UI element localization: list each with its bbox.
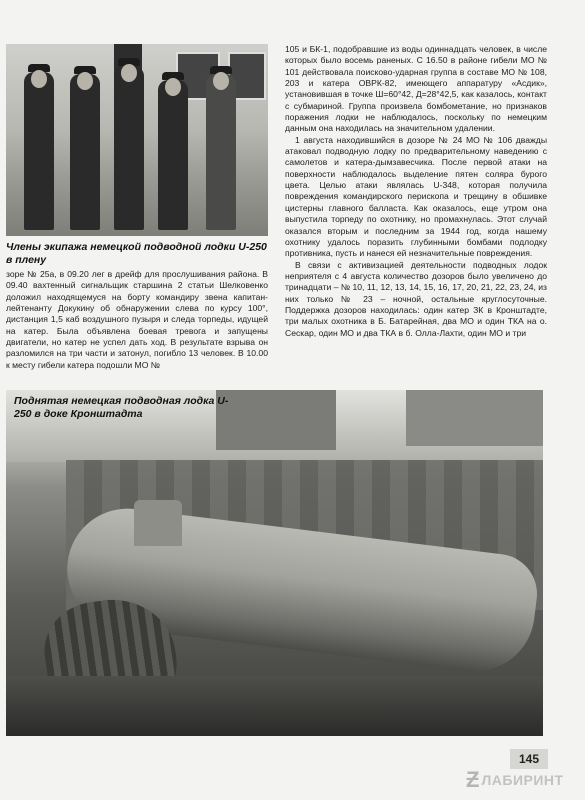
crew-member bbox=[24, 72, 54, 230]
watermark-icon: Ƶ bbox=[466, 767, 480, 792]
head bbox=[77, 72, 93, 90]
page-number: 145 bbox=[510, 749, 548, 769]
conning-tower bbox=[134, 500, 182, 546]
paragraph: В связи с активизацией деятельности подводных лодок неприятеля с 4 августа количество дозоров было увеличено до тринадцати – № 10, 11, 12, 13, 14, 15, 16, 17, 20, 21, 22, 23, 24, из них только № 23 – ночной, остальные круглосуточные. Поддержка дозоров находилась: один катер ЗК в Кронштадте, три малых охотника в Б. Батарейная, два МО и один ТКА на о. Сескар, один МО и два ТКА в б. Олла-Лахти, один МО и три bbox=[285, 259, 547, 338]
photo-caption-submarine: Поднятая немецкая подводная лодка U-250 в доке Кронштадта bbox=[14, 395, 229, 420]
crew-member bbox=[206, 74, 236, 230]
crew-member bbox=[158, 80, 188, 230]
photo-caption-crew: Члены экипажа немецкой подводной лодки U-250 в плену bbox=[6, 241, 267, 266]
watermark-logo bbox=[466, 766, 582, 794]
paragraph: зоре № 25а, в 09.20 лег в дрейф для прослушивания района. В 09.40 вахтенный сигнальщик старшина 2 статьи Шелковенко доложил находящемуся на борту командиру звена капитан-лейтенанту Докукину об обнаружении слева по курсу 100°, дистанция 1,5 каб воздушного пузыря и следа торпеды, идущей на катер. Была объявлена боевая тревога и запущены двигатели, но катер не успел дать ход. В результате взрыва он разломился на три части и затонул, погибло 13 человек. В 10.00 к месту гибели катера подошли МО № bbox=[6, 269, 268, 370]
building bbox=[406, 390, 543, 446]
paragraph: 105 и БК-1, подобравшие из воды одиннадцать человек, в числе которых было восемь раненых. С 16.50 в районе гибели МО № 101 действовала поисково-ударная группа в составе МО № 108, 203 и катера ОВРК-82, имеющего аппаратуру «Асдик», установившая в точке Ш=60°42, Д=28°42,5, как казалось, контакт с субмариной. Группа произвела бомбометание, но признаков поражения лодки не наблюдалось, поскольку по немецким данным она находилась на значительном удалении. bbox=[285, 44, 547, 134]
crew-member bbox=[70, 74, 100, 230]
dock-floor bbox=[6, 676, 543, 736]
submarine-dock-photo bbox=[6, 390, 543, 736]
watermark-text: ЛАБИРИНТ bbox=[481, 772, 564, 788]
left-text-column bbox=[6, 269, 268, 371]
head bbox=[165, 78, 181, 96]
head bbox=[31, 70, 47, 88]
crew-member bbox=[114, 66, 144, 230]
head bbox=[213, 72, 229, 90]
right-text-column bbox=[285, 44, 547, 339]
crew-photo bbox=[6, 44, 268, 236]
head bbox=[121, 64, 137, 82]
paragraph: 1 августа находившийся в дозоре № 24 МО № 106 дважды атаковал подводную лодку по предварительному наведению с самолетов и катера-дымзавесчика. После первой атаки на поверхности наблюдалось выделение пятен соляра бурого цвета. Целью атаки являлась U-348, которая получила повреждения командирского перископа и трещину в обшивке цистерны главного балласта. Как оказалось, еще утром она выпустила торпеду по охотнику, но промахнулась. Этот случай оказался вторым и последним за 1944 год, когда нашему охотнику удалось поразить глубинными бомбами подлодку противника, пусть и нанеся ей незначительные повреждения. bbox=[285, 134, 547, 259]
